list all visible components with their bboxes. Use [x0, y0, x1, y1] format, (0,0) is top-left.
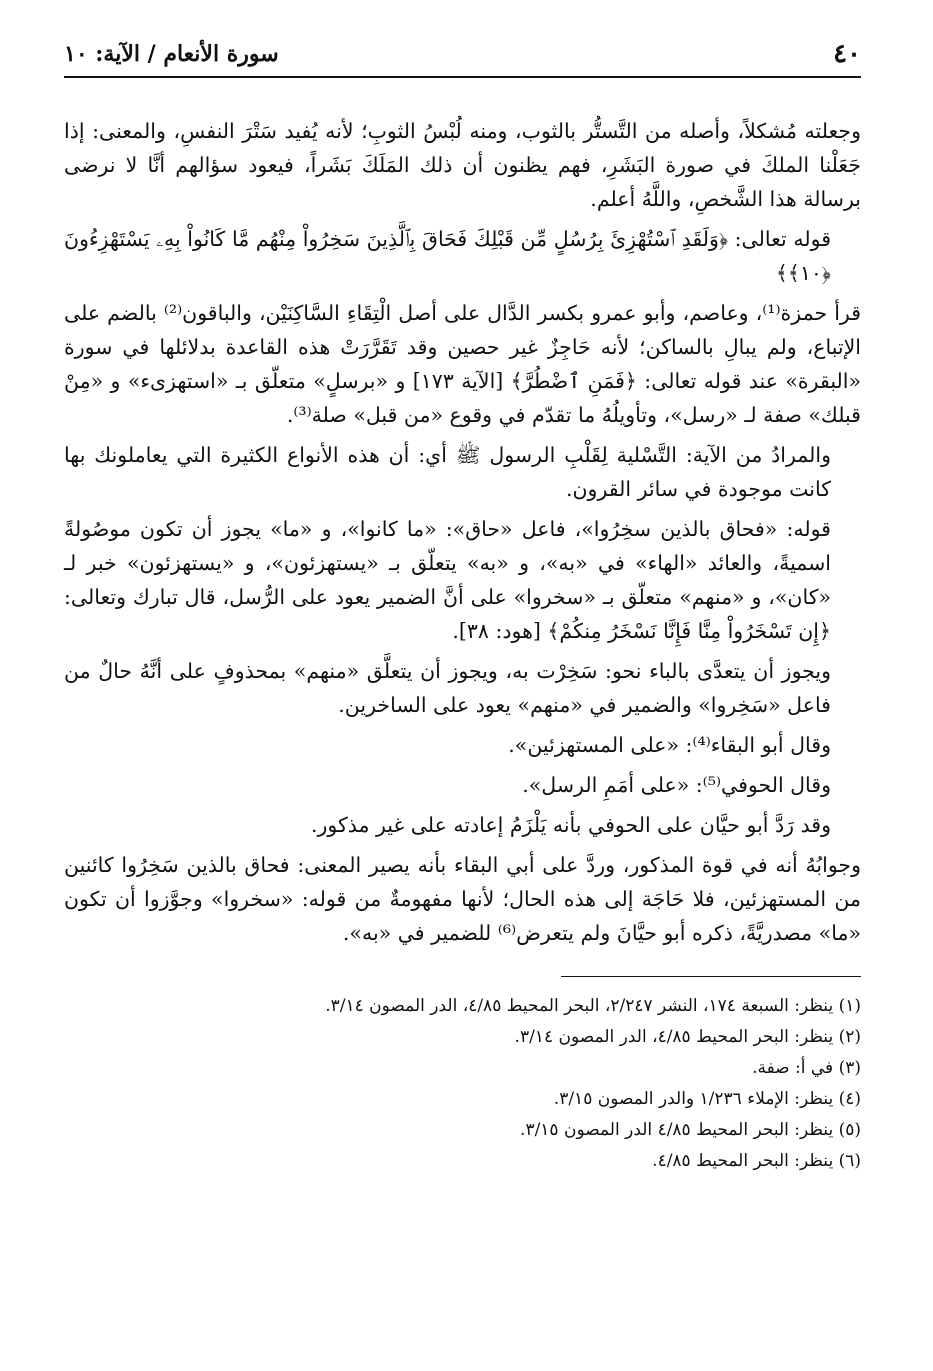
footnote: (٤) ينظر: الإملاء ١/٢٣٦ والدر المصون ٣/١٥. [553, 1089, 861, 1109]
page-number: ٤٠ [833, 39, 861, 69]
footnote: (١) ينظر: السبعة ١٧٤، النشر ٢/٢٤٧، البحر المحيط ٤/٨٥، الدر المصون ٣/١٤. [325, 996, 861, 1016]
paragraph: قرأ حمزة⁽¹⁾، وعاصم، وأبو عمرو بكسر الدَّال على أصل الْتِقَاءِ السَّاكِنَيْن، والباقون⁽²⁾ بالضم على الإتباع، ولم يبالِ بالساكن؛ لأنه حَاجِزٌ غير حصين وقد تَقَرَّرَتْ هذه القاعدة بدلائلها في سورة «البقرة» عند قوله تعالى: ﴿فَمَنِ ٱضْطُرَّ﴾ [الآية ١٧٣] و «برسلٍ» متعلّق بـ «استهزىء» و «مِنْ قبلك» صفة لـ «رسل»، وتأويلُهُ ما تقدّم في وقوع «من قبل» صلة⁽³⁾. [64, 301, 861, 427]
footnote: (٥) ينظر: البحر المحيط ٤/٨٥ الدر المصون ٣/١٥. [520, 1120, 861, 1140]
footnote: (٣) في أ: صفة. [752, 1058, 861, 1078]
paragraph: وقال أبو البقاء⁽⁴⁾: «على المستهزئين». [508, 733, 831, 757]
running-title: سورة الأنعام / الآية: ١٠ [64, 41, 279, 67]
paragraph: وجعلته مُشكلاً، وأصله من التَّستُّر بالثوب، ومنه لُبْسُ الثوبِ؛ لأنه يُفيد سَتْرَ النفسِ، والمعنى: إذا جَعَلْنا الملكَ في صورة البَشَرِ، فهم يظنون أن ذلك المَلَكَ بَشَراً، فيعود سؤالهم أنَّا لا نرضى برسالة هذا الشَّخصِ، واللَّهُ أعلم. [64, 119, 861, 211]
paragraph: والمرادُ من الآية: التَّسْلية لِقَلْبِ الرسول ﷺ أي: أن هذه الأنواع الكثيرة التي يعاملونك بها كانت موجودة في سائر القرون. [64, 443, 831, 501]
page-header [64, 38, 861, 78]
footnotes-list [64, 991, 861, 1177]
body-text [64, 114, 861, 950]
paragraph: ويجوز أن يتعدَّى بالباء نحو: سَخِرْت به، ويجوز أن يتعلَّق «منهم» بمحذوفٍ على أنَّهُ حالٌ من فاعل «سَخِروا» والضمير في «منهم» يعود على الساخرين. [64, 659, 831, 717]
footnote: (٦) ينظر: البحر المحيط ٤/٨٥. [652, 1151, 861, 1171]
paragraph: وقد رَدَّ أبو حيَّان على الحوفي بأنه يَلْزَمُ إعادته على غير مذكور. [310, 813, 831, 837]
paragraph: وقال الحوفي⁽⁵⁾: «على أمَمِ الرسل». [522, 773, 831, 797]
footnote: (٢) ينظر: البحر المحيط ٤/٨٥، الدر المصون ٣/١٤. [514, 1027, 861, 1047]
paragraph: وجوابُهُ أنه في قوة المذكور، وردَّ على أبي البقاء بأنه يصير المعنى: فحاق بالذين سَخِرُوا كائنين من المستهزئين، فلا حَاجَة إلى هذه الحال؛ لأنها مفهومةٌ من قوله: «سخروا» وجوَّزوا أن تكون «ما» مصدريَّةً، ذكره أبو حيَّانَ ولم يتعرض⁽⁶⁾ للضمير في «به». [64, 853, 861, 945]
paragraph: قوله: «فحاق بالذين سخِرُوا»، فاعل «حاق»: «ما كانوا»، و «ما» يجوز أن تكون موصُولةً اسميةً، والعائد «الهاء» في «به»، و «به» يتعلّق بـ «يستهزئون»، و «يستهزئون» خبر لـ «كان»، و «منهم» متعلّق بـ «سخروا» على أنَّ الضمير يعود على الرُّسل، قال تبارك وتعالى: ﴿إِن تَسْخَرُواْ مِنَّا فَإِنَّا نَسْخَرُ مِنكُمْ﴾ [هود: ٣٨]. [64, 517, 831, 643]
quran-verse-paragraph: قوله تعالى: ﴿وَلَقَدِ ٱسْتُهْزِئَ بِرُسُلٍ مِّن قَبْلِكَ فَحَاقَ بِٱلَّذِينَ سَخِرُواْ مِنْهُم مَّا كَانُواْ بِهِۦ يَسْتَهْزِءُونَ ﴿١٠﴾﴾ [64, 227, 831, 285]
footnote-divider [561, 976, 861, 977]
